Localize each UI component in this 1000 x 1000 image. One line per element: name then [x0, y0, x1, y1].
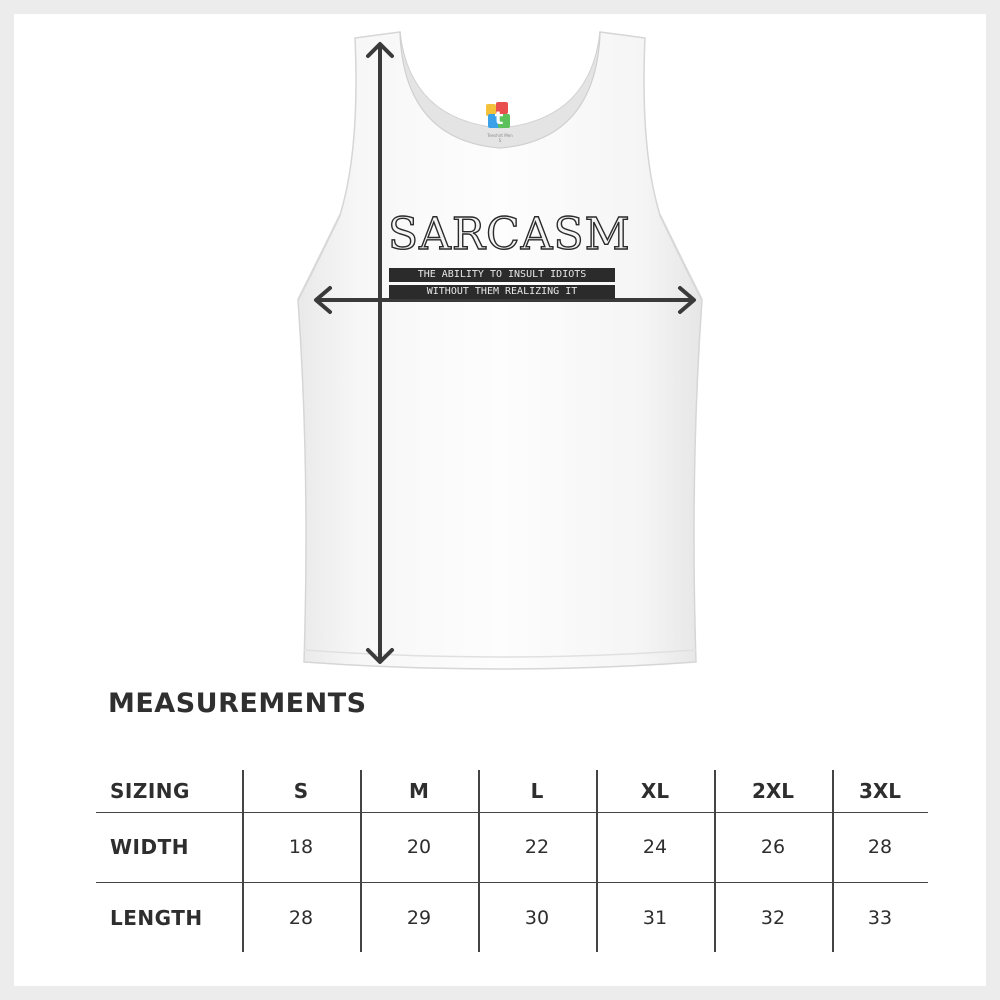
table-cell: 33: [867, 907, 893, 929]
table-cell: 28: [867, 836, 893, 858]
table-cell: 29: [406, 907, 432, 929]
table-cell: 24: [642, 836, 668, 858]
table-cell: 18: [288, 836, 314, 858]
table-row-length: [96, 884, 928, 952]
row-label-length: LENGTH: [110, 906, 203, 930]
table-row-width: [96, 812, 928, 883]
table-cell: 28: [288, 907, 314, 929]
size-chart-table: [96, 770, 928, 952]
table-cell: 26: [760, 836, 786, 858]
table-cell: 30: [524, 907, 550, 929]
row-label-width: WIDTH: [110, 835, 189, 859]
header-cell-3xl: 3XL: [858, 779, 902, 803]
brand-logo-icon: [484, 100, 514, 134]
table-header-row: [96, 770, 928, 813]
header-cell-m: M: [409, 779, 429, 803]
table-cell: 31: [642, 907, 668, 929]
print-line-1: THE ABILITY TO INSULT IDIOTS: [389, 268, 615, 282]
table-cell: 22: [524, 836, 550, 858]
svg-text:t: t: [494, 108, 504, 129]
garment-tag-text: Teeshirt Men S: [487, 133, 513, 143]
print-line-2: WITHOUT THEM REALIZING IT: [389, 285, 615, 299]
header-cell-sizing: SIZING: [110, 779, 190, 803]
print-title: SARCASM: [388, 209, 631, 260]
header-cell-xl: XL: [640, 779, 670, 803]
header-cell-2xl: 2XL: [751, 779, 795, 803]
header-cell-s: S: [293, 779, 309, 803]
table-cell: 32: [760, 907, 786, 929]
header-cell-l: L: [530, 779, 544, 803]
table-cell: 20: [406, 836, 432, 858]
measurements-title: MEASUREMENTS: [108, 688, 367, 719]
